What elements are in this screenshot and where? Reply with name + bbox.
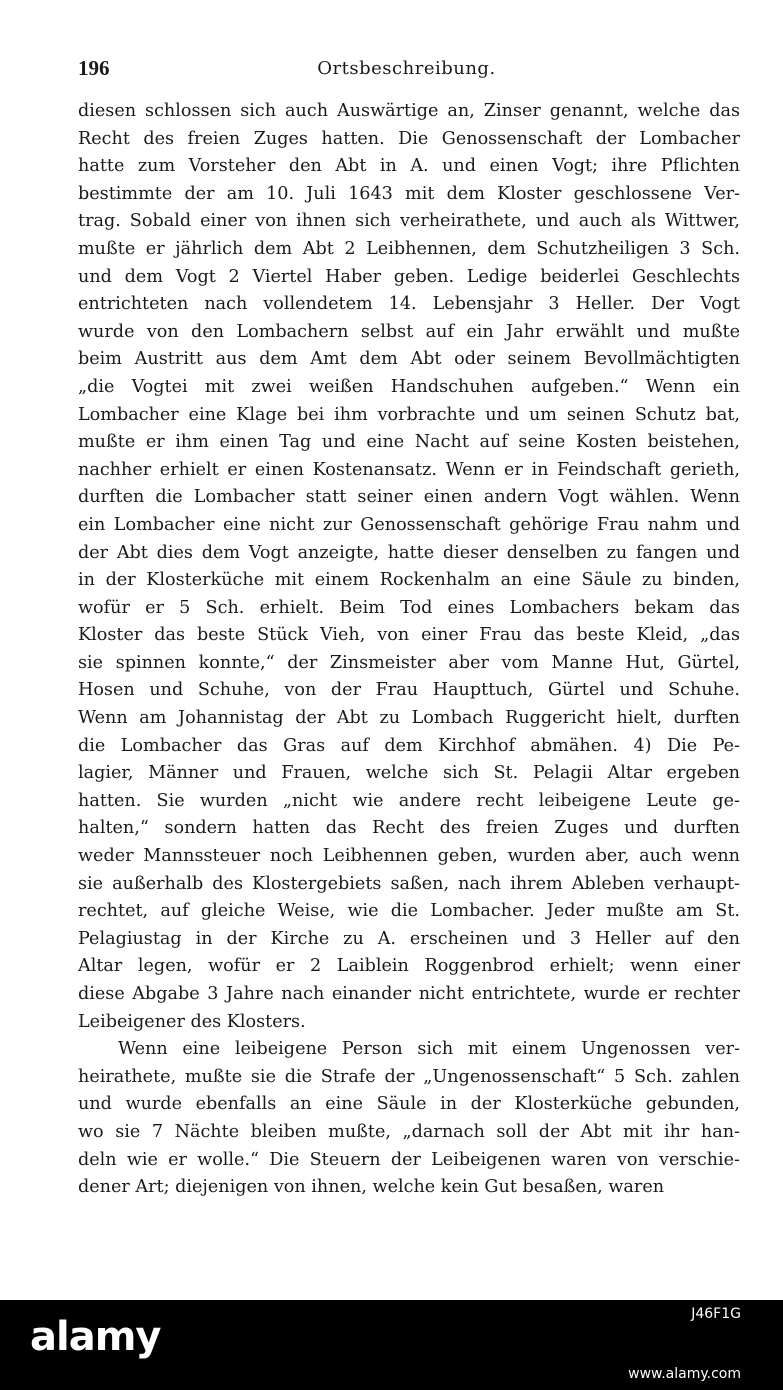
text-line: wurde von den Lombachern selbst auf ein Jahr erwählt und mußte (78, 321, 740, 342)
paragraph (78, 98, 740, 1036)
text-line: mußte er ihm einen Tag und eine Nacht auf seine Kosten beistehen, (78, 432, 740, 453)
text-line: lagier, Männer und Frauen, welche sich St. Pelagii Altar ergeben (78, 763, 740, 784)
text-line: Wenn eine leibeigene Person sich mit einem Ungenossen ver- (118, 1039, 740, 1060)
text-line: hatten. Sie wurden „nicht wie andere recht leibeigene Leute ge- (78, 790, 740, 811)
text-line: „die Vogtei mit zwei weißen Handschuhen aufgeben.“ Wenn ein (78, 376, 740, 397)
text-line: durften die Lombacher statt seiner einen andern Vogt wählen. Wenn (78, 487, 740, 508)
text-line: weder Mannssteuer noch Leibhennen geben, wurden aber, auch wenn (78, 846, 740, 867)
text-line: diesen schlossen sich auch Auswärtige an, Zinser genannt, welche das (78, 101, 740, 121)
text-line: die Lombacher das Gras auf dem Kirchhof abmähen. 4) Die Pe- (78, 735, 740, 756)
text-line: der Abt dies dem Vogt anzeigte, hatte dieser denselben zu fangen und (78, 542, 740, 563)
watermark-bar (0, 1300, 783, 1390)
text-line: bestimmte der am 10. Juli 1643 mit dem Kloster geschlossene Ver- (78, 183, 740, 204)
text-line: wo sie 7 Nächte bleiben mußte, „darnach soll der Abt mit ihr han- (78, 1121, 740, 1142)
watermark-image-id: J46F1G (691, 1306, 741, 1322)
text-line: deln wie er wolle.“ Die Steuern der Leibeigenen waren von verschie- (78, 1149, 740, 1170)
text-line: Hosen und Schuhe, von der Frau Haupttuch, Gürtel und Schuhe. (78, 680, 740, 701)
text-line: Recht des freien Zuges hatten. Die Genossenschaft der Lombacher (78, 128, 740, 149)
text-line: Altar legen, wofür er 2 Laiblein Roggenbrod erhielt; wenn einer (78, 956, 740, 977)
text-line: Kloster das beste Stück Vieh, von einer Frau das beste Kleid, „das (78, 625, 740, 646)
text-line: und dem Vogt 2 Viertel Haber geben. Ledige beiderlei Geschlechts (78, 266, 740, 287)
text-line: sie spinnen konnte,“ der Zinsmeister aber vom Manne Hut, Gürtel, (78, 652, 740, 673)
watermark-url: www.alamy.com (628, 1366, 741, 1382)
body-text (78, 98, 740, 1202)
text-line: trag. Sobald einer von ihnen sich verheirathete, und auch als Wittwer, (78, 211, 740, 232)
text-line: ein Lombacher eine nicht zur Genossenschaft gehörige Frau nahm und (78, 514, 740, 535)
text-line: und wurde ebenfalls an eine Säule in der Klosterküche gebunden, (78, 1094, 740, 1115)
text-line: halten,“ sondern hatten das Recht des freien Zuges und durften (78, 818, 740, 839)
text-line: beim Austritt aus dem Amt dem Abt oder seinem Bevollmächtigten (78, 349, 740, 370)
text-line: hatte zum Vorsteher den Abt in A. und einen Vogt; ihre Pflichten (78, 156, 740, 177)
text-line: rechtet, auf gleiche Weise, wie die Lombacher. Jeder mußte am St. (78, 901, 740, 922)
paragraph (78, 1036, 740, 1202)
text-line: diese Abgabe 3 Jahre nach einander nicht entrichtete, wurde er rechter (78, 984, 740, 1004)
text-line: heirathete, mußte sie die Strafe der „Ungenossenschaft“ 5 Sch. zahlen (78, 1066, 740, 1087)
text-line: wofür er 5 Sch. erhielt. Beim Tod eines Lombachers bekam das (78, 597, 740, 618)
text-line: in der Klosterküche mit einem Rockenhalm an eine Säule zu binden, (78, 570, 740, 591)
text-line: Pelagiustag in der Kirche zu A. erscheinen und 3 Heller auf den (78, 928, 740, 949)
text-line: Lombacher eine Klage bei ihm vorbrachte und um seinen Schutz bat, (78, 404, 740, 425)
page-number: 196 (78, 56, 110, 80)
text-line: nachher erhielt er einen Kostenansatz. Wenn er in Feindschaft gerieth, (78, 459, 740, 480)
text-line: Leibeigener des Klosters. (78, 1011, 306, 1032)
watermark-logo: alamy (30, 1314, 161, 1360)
text-line: entrichteten nach vollendetem 14. Lebensjahr 3 Heller. Der Vogt (78, 294, 740, 315)
text-line: mußte er jährlich dem Abt 2 Leibhennen, dem Schutzheiligen 3 Sch. (78, 238, 740, 259)
running-head: Ortsbeschreibung. (317, 58, 496, 79)
text-line: Wenn am Johannistag der Abt zu Lombach Ruggericht hielt, durften (78, 708, 740, 729)
text-line: dener Art; diejenigen von ihnen, welche kein Gut besaßen, waren (78, 1177, 665, 1198)
text-line: sie außerhalb des Klostergebiets saßen, nach ihrem Ableben verhaupt- (78, 873, 740, 894)
